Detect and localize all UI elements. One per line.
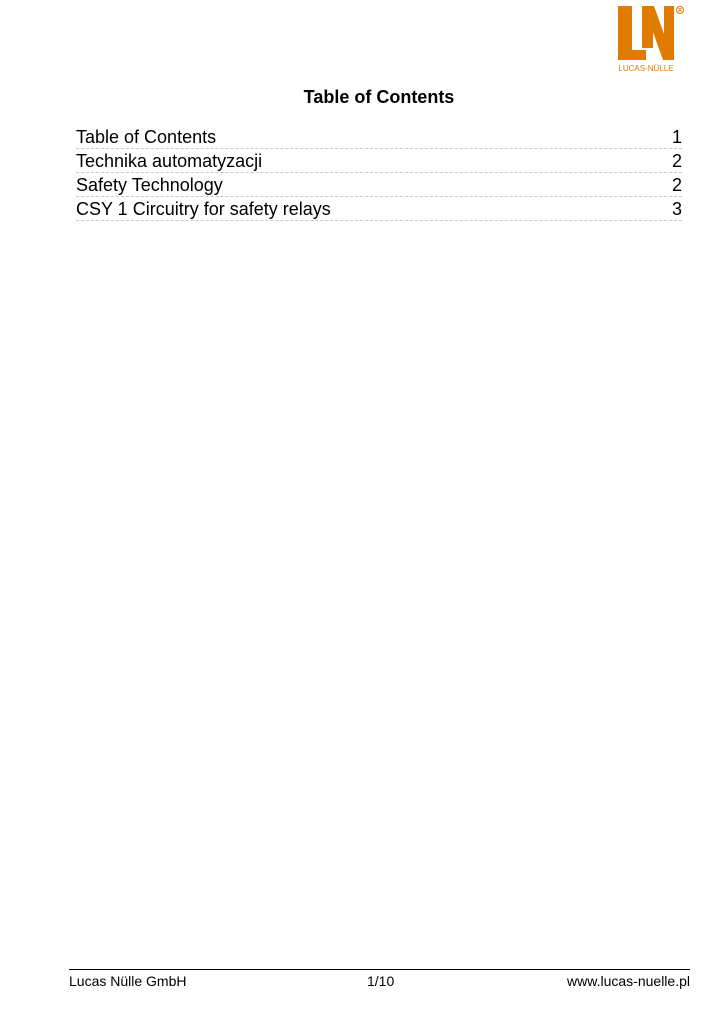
lucas-nuelle-logo <box>616 4 688 76</box>
footer-company: Lucas Nülle GmbH <box>69 973 187 989</box>
toc-entry[interactable] <box>76 125 682 149</box>
page-title: Table of Contents <box>303 87 455 107</box>
toc-entry-label: Table of Contents <box>76 127 217 147</box>
toc-entry-label: CSY 1 Circuitry for safety relays <box>76 199 331 219</box>
toc-entry[interactable] <box>76 173 682 197</box>
toc-entry-page: 3 <box>671 199 682 219</box>
logo-mark-icon <box>616 4 688 76</box>
toc-entry-page: 1 <box>671 127 682 147</box>
table-of-contents <box>76 125 682 221</box>
footer-website-link[interactable]: www.lucas-nuelle.pl <box>567 973 690 989</box>
logo-text: LUCAS-NÜLLE <box>618 64 674 73</box>
toc-entry[interactable] <box>76 197 682 221</box>
toc-entry[interactable] <box>76 149 682 173</box>
page-footer <box>69 969 690 990</box>
toc-entry-page: 2 <box>671 151 682 171</box>
svg-text:R: R <box>678 8 682 14</box>
toc-entry-page: 2 <box>671 175 682 195</box>
toc-entry-label: Technika automatyzacji <box>76 151 263 171</box>
footer-page-number: 1/10 <box>367 973 395 989</box>
toc-entry-label: Safety Technology <box>76 175 223 195</box>
